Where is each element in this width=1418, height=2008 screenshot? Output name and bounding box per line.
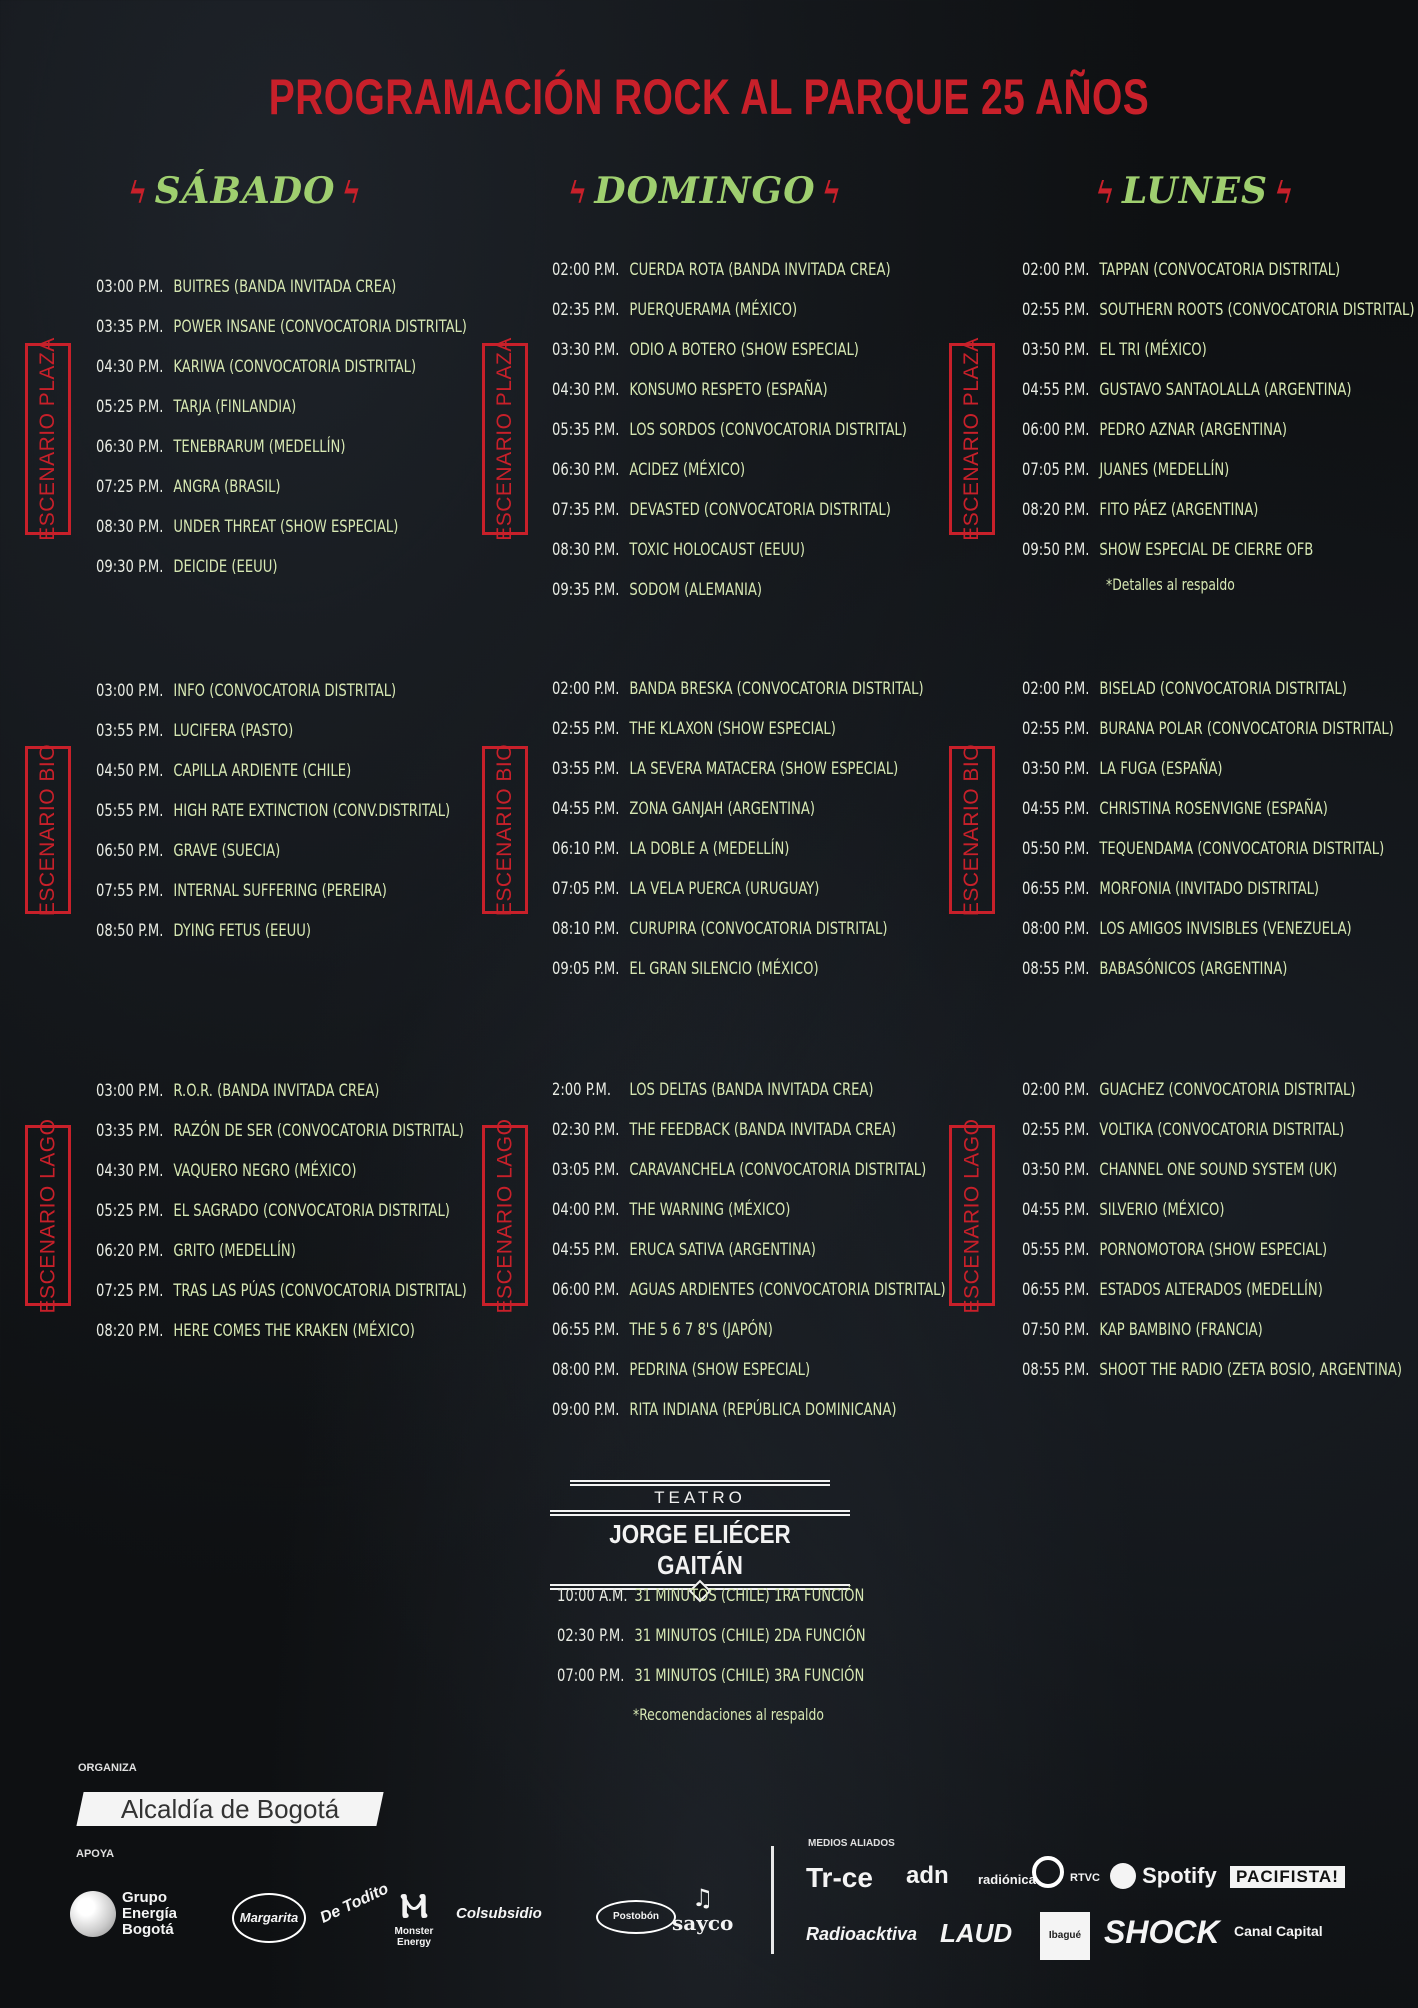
schedule-row xyxy=(552,1350,946,1390)
logo-shock: SHOCK xyxy=(1104,1914,1220,1950)
set-time: 07:35 P.M. xyxy=(552,500,620,520)
schedule-row xyxy=(552,530,907,570)
act-name: SILVERIO (MÉXICO) xyxy=(1099,1200,1225,1220)
act-name: LOS SORDOS (CONVOCATORIA DISTRITAL) xyxy=(629,420,907,440)
schedule-row xyxy=(1022,490,1414,530)
schedule-row xyxy=(96,427,467,467)
set-time: 08:20 P.M. xyxy=(1022,500,1090,520)
set-time: 08:30 P.M. xyxy=(96,517,164,537)
lyre-icon: ♫ xyxy=(691,1883,714,1912)
schedule-row xyxy=(1022,909,1394,949)
act-name: BUITRES (BANDA INVITADA CREA) xyxy=(173,277,397,297)
schedule-row xyxy=(1022,370,1414,410)
set-time: 2:00 P.M. xyxy=(552,1080,612,1100)
act-name: HIGH RATE EXTINCTION (CONV.DISTRITAL) xyxy=(173,801,451,821)
act-name: TARJA (FINLANDIA) xyxy=(173,397,297,417)
stage-label-lago-lunes: ESCENARIO LAGO xyxy=(949,1125,995,1306)
set-time: 06:30 P.M. xyxy=(552,460,620,480)
set-time: 06:00 P.M. xyxy=(1022,420,1090,440)
set-time: 05:25 P.M. xyxy=(96,397,164,417)
schedule-row xyxy=(552,570,907,610)
lightning-icon: ϟ xyxy=(127,176,149,211)
act-name: RITA INDIANA (REPÚBLICA DOMINICANA) xyxy=(629,1400,897,1420)
logo-laud: LAUD xyxy=(940,1918,1013,1948)
act-name: LA FUGA (ESPAÑA) xyxy=(1099,759,1223,779)
schedule-row xyxy=(557,1656,866,1696)
logo-trece: Tr-ce xyxy=(806,1862,873,1893)
teatro-note: *Recomendaciones al respaldo xyxy=(633,1705,824,1724)
schedule-row xyxy=(557,1576,866,1616)
act-name: SHOOT THE RADIO (ZETA BOSIO, ARGENTINA) xyxy=(1099,1360,1402,1380)
set-time: 07:25 P.M. xyxy=(96,477,164,497)
lightning-icon: ϟ xyxy=(341,176,363,211)
schedule-row xyxy=(552,1110,946,1150)
act-name: SODOM (ALEMANIA) xyxy=(629,580,763,600)
set-time: 08:20 P.M. xyxy=(96,1321,164,1341)
schedule-row xyxy=(1022,1150,1402,1190)
act-name: CURUPIRA (CONVOCATORIA DISTRITAL) xyxy=(629,919,888,939)
logo-adn: adn xyxy=(906,1862,949,1889)
schedule-row xyxy=(96,1191,467,1231)
set-time: 02:00 P.M. xyxy=(1022,260,1090,280)
set-time: 08:55 P.M. xyxy=(1022,959,1090,979)
stage-label-plaza-lunes: ESCENARIO PLAZA xyxy=(949,343,995,535)
set-time: 03:50 P.M. xyxy=(1022,1160,1090,1180)
set-time: 02:00 P.M. xyxy=(552,679,620,699)
set-time: 04:30 P.M. xyxy=(96,1161,164,1181)
schedule-row xyxy=(552,949,924,989)
act-name: SHOW ESPECIAL DE CIERRE OFB xyxy=(1099,540,1314,560)
schedule-sabado-lago xyxy=(96,1071,527,1351)
act-name: ANGRA (BRASIL) xyxy=(173,477,281,497)
logo-de-todito: De Todito xyxy=(317,1880,392,1927)
act-name: TAPPAN (CONVOCATORIA DISTRITAL) xyxy=(1099,260,1341,280)
act-name: PUERQUERAMA (MÉXICO) xyxy=(629,300,798,320)
lightning-icon: ϟ xyxy=(1095,176,1116,211)
act-name: BANDA BRESKA (CONVOCATORIA DISTRITAL) xyxy=(629,679,924,699)
set-time: 06:30 P.M. xyxy=(96,437,164,457)
act-name: CAPILLA ARDIENTE (CHILE) xyxy=(173,761,352,781)
act-name: THE WARNING (MÉXICO) xyxy=(629,1200,791,1220)
act-name: DYING FETUS (EEUU) xyxy=(173,921,312,941)
schedule-row xyxy=(1022,290,1414,330)
teatro-label-small: TEATRO xyxy=(654,1488,746,1507)
set-time: 03:55 P.M. xyxy=(552,759,620,779)
schedule-row xyxy=(1022,330,1414,370)
act-name: ODIO A BOTERO (SHOW ESPECIAL) xyxy=(629,340,859,360)
medios-label: MEDIOS ALIADOS xyxy=(808,1838,895,1849)
act-name: TENEBRARUM (MEDELLÍN) xyxy=(173,437,346,457)
logo-pacifista: PACIFISTA! xyxy=(1230,1866,1345,1888)
schedule-row xyxy=(1022,829,1394,869)
act-name: PEDRO AZNAR (ARGENTINA) xyxy=(1099,420,1288,440)
set-time: 07:55 P.M. xyxy=(96,881,164,901)
schedule-row xyxy=(96,1231,467,1271)
schedule-row xyxy=(1022,530,1414,570)
set-time: 02:00 P.M. xyxy=(1022,1080,1090,1100)
set-time: 06:50 P.M. xyxy=(96,841,164,861)
schedule-row xyxy=(96,347,467,387)
act-name: DEVASTED (CONVOCATORIA DISTRITAL) xyxy=(629,500,891,520)
schedule-row xyxy=(96,711,450,751)
schedule-row xyxy=(96,1271,467,1311)
schedule-row xyxy=(552,749,924,789)
schedule-domingo-lago xyxy=(552,1070,1010,1430)
schedule-row xyxy=(96,1311,467,1351)
act-name: EL GRAN SILENCIO (MÉXICO) xyxy=(629,959,819,979)
set-time: 05:50 P.M. xyxy=(1022,839,1090,859)
schedule-lunes-plaza xyxy=(1022,250,1418,570)
set-time: 02:30 P.M. xyxy=(557,1626,625,1646)
set-time: 06:00 P.M. xyxy=(552,1280,620,1300)
schedule-row xyxy=(96,871,450,911)
schedule-domingo-plaza xyxy=(552,250,965,610)
set-time: 03:05 P.M. xyxy=(552,1160,620,1180)
schedule-row xyxy=(552,410,907,450)
act-name: TEQUENDAMA (CONVOCATORIA DISTRITAL) xyxy=(1099,839,1385,859)
set-time: 03:30 P.M. xyxy=(552,340,620,360)
logo-monster: Ⲙ Monster Energy xyxy=(392,1886,436,1948)
set-time: 03:50 P.M. xyxy=(1022,759,1090,779)
act-name: BABASÓNICOS (ARGENTINA) xyxy=(1099,959,1288,979)
set-time: 06:55 P.M. xyxy=(1022,1280,1090,1300)
logo-radionica: radiónica xyxy=(978,1872,1036,1887)
schedule-row xyxy=(96,1111,467,1151)
schedule-row xyxy=(1022,1310,1402,1350)
set-time: 09:50 P.M. xyxy=(1022,540,1090,560)
stage-label-plaza-sabado: ESCENARIO PLAZA xyxy=(25,343,71,535)
monster-claw-icon: Ⲙ xyxy=(400,1887,428,1925)
schedule-lunes-bio xyxy=(1022,669,1418,989)
schedule-row xyxy=(1022,1070,1402,1110)
schedule-row xyxy=(552,909,924,949)
schedule-row xyxy=(96,387,467,427)
set-time: 05:55 P.M. xyxy=(96,801,164,821)
act-name: LA DOBLE A (MEDELLÍN) xyxy=(629,839,790,859)
logo-radioacktiva: Radioacktiva xyxy=(806,1924,918,1944)
schedule-sabado-plaza xyxy=(96,267,527,587)
schedule-row xyxy=(552,1230,946,1270)
set-time: 03:35 P.M. xyxy=(96,317,164,337)
logo-ibague: Ibagué xyxy=(1040,1912,1090,1960)
act-name: BURANA POLAR (CONVOCATORIA DISTRITAL) xyxy=(1099,719,1394,739)
schedule-row xyxy=(557,1616,866,1656)
act-name: FITO PÁEZ (ARGENTINA) xyxy=(1099,500,1259,520)
set-time: 04:55 P.M. xyxy=(1022,1200,1090,1220)
set-time: 04:30 P.M. xyxy=(552,380,620,400)
footer-divider xyxy=(771,1846,774,1954)
set-time: 09:00 P.M. xyxy=(552,1400,620,1420)
schedule-row xyxy=(552,1270,946,1310)
schedule-row xyxy=(1022,1350,1402,1390)
schedule-row xyxy=(552,709,924,749)
schedule-row xyxy=(96,671,450,711)
act-name: JUANES (MEDELLÍN) xyxy=(1099,460,1230,480)
set-time: 04:50 P.M. xyxy=(96,761,164,781)
act-name: LOS AMIGOS INVISIBLES (VENEZUELA) xyxy=(1099,919,1352,939)
logo-grupo-energia: Grupo Energía Bogotá xyxy=(70,1890,202,1938)
set-time: 02:55 P.M. xyxy=(1022,1120,1090,1140)
act-name: KAP BAMBINO (FRANCIA) xyxy=(1099,1320,1263,1340)
set-time: 07:50 P.M. xyxy=(1022,1320,1090,1340)
schedule-row xyxy=(96,267,467,307)
act-name: CHRISTINA ROSENVIGNE (ESPAÑA) xyxy=(1099,799,1328,819)
set-time: 07:00 P.M. xyxy=(557,1666,625,1686)
act-name: RAZÓN DE SER (CONVOCATORIA DISTRITAL) xyxy=(173,1121,464,1141)
stage-label-lago-domingo: ESCENARIO LAGO xyxy=(482,1125,528,1306)
schedule-row xyxy=(552,450,907,490)
schedule-row xyxy=(1022,709,1394,749)
schedule-teatro xyxy=(557,1576,916,1696)
logo-postobon: Postobón xyxy=(596,1900,676,1934)
act-name: PORNOMOTORA (SHOW ESPECIAL) xyxy=(1099,1240,1328,1260)
schedule-row xyxy=(96,1071,467,1111)
act-name: GUSTAVO SANTAOLALLA (ARGENTINA) xyxy=(1099,380,1352,400)
act-name: INTERNAL SUFFERING (PEREIRA) xyxy=(173,881,387,901)
lightning-icon: ϟ xyxy=(821,176,843,211)
act-name: LOS DELTAS (BANDA INVITADA CREA) xyxy=(629,1080,874,1100)
apoya-label: APOYA xyxy=(76,1848,115,1860)
schedule-row xyxy=(552,1310,946,1350)
act-name: ACIDEZ (MÉXICO) xyxy=(629,460,746,480)
set-time: 04:55 P.M. xyxy=(1022,799,1090,819)
act-name: R.O.R. (BANDA INVITADA CREA) xyxy=(173,1081,380,1101)
set-time: 04:00 P.M. xyxy=(552,1200,620,1220)
schedule-row xyxy=(552,829,924,869)
schedule-domingo-bio xyxy=(552,669,984,989)
schedule-row xyxy=(1022,1270,1402,1310)
set-time: 02:00 P.M. xyxy=(1022,679,1090,699)
set-time: 09:35 P.M. xyxy=(552,580,620,600)
set-time: 02:00 P.M. xyxy=(552,260,620,280)
schedule-sabado-bio xyxy=(96,671,508,951)
set-time: 09:05 P.M. xyxy=(552,959,620,979)
schedule-row xyxy=(1022,789,1394,829)
act-name: DEICIDE (EEUU) xyxy=(173,557,278,577)
schedule-row xyxy=(552,869,924,909)
act-name: POWER INSANE (CONVOCATORIA DISTRITAL) xyxy=(173,317,467,337)
set-time: 03:35 P.M. xyxy=(96,1121,164,1141)
logo-colsubsidio: Colsubsidio xyxy=(456,1905,542,1922)
spotify-icon xyxy=(1110,1863,1136,1889)
schedule-row xyxy=(552,789,924,829)
act-name: LUCIFERA (PASTO) xyxy=(173,721,294,741)
lightning-icon: ϟ xyxy=(1274,176,1295,211)
logo-sayco: ♫ sayco xyxy=(672,1883,734,1935)
logo-spotify: Spotify xyxy=(1110,1862,1217,1889)
set-time: 04:30 P.M. xyxy=(96,357,164,377)
schedule-row xyxy=(552,1150,946,1190)
set-time: 04:55 P.M. xyxy=(552,1240,620,1260)
set-time: 08:55 P.M. xyxy=(1022,1360,1090,1380)
act-name: THE FEEDBACK (BANDA INVITADA CREA) xyxy=(629,1120,897,1140)
act-name: LA SEVERA MATACERA (SHOW ESPECIAL) xyxy=(629,759,899,779)
set-time: 05:25 P.M. xyxy=(96,1201,164,1221)
set-time: 06:10 P.M. xyxy=(552,839,620,859)
schedule-row xyxy=(96,911,450,951)
act-name: TRAS LAS PÚAS (CONVOCATORIA DISTRITAL) xyxy=(173,1281,467,1301)
set-time: 04:55 P.M. xyxy=(552,799,620,819)
schedule-row xyxy=(1022,749,1394,789)
stage-label-bio-domingo: ESCENARIO BIO xyxy=(482,746,528,914)
schedule-row xyxy=(96,831,450,871)
act-name: 31 MINUTOS (CHILE) 2DA FUNCIÓN xyxy=(634,1626,866,1646)
lunes-plaza-note: *Detalles al respaldo xyxy=(1106,575,1235,594)
teatro-label-big: JORGE ELIÉCER GAITÁN xyxy=(609,1519,791,1580)
set-time: 08:00 P.M. xyxy=(552,1360,620,1380)
set-time: 05:55 P.M. xyxy=(1022,1240,1090,1260)
logo-canal-capital: Canal Capital xyxy=(1234,1923,1323,1939)
alcaldia-text: Alcaldía de Bogotá xyxy=(120,1793,340,1824)
set-time: 07:05 P.M. xyxy=(1022,460,1090,480)
schedule-row xyxy=(1022,669,1394,709)
radionica-icon xyxy=(1032,1856,1064,1888)
set-time: 02:55 P.M. xyxy=(1022,300,1090,320)
act-name: THE 5 6 7 8'S (JAPÓN) xyxy=(629,1320,773,1340)
page-title: PROGRAMACIÓN ROCK AL PARQUE 25 AÑOS xyxy=(268,69,1150,125)
set-time: 05:35 P.M. xyxy=(552,420,620,440)
schedule-row xyxy=(96,467,467,507)
act-name: THE KLAXON (SHOW ESPECIAL) xyxy=(629,719,836,739)
schedule-row xyxy=(552,330,907,370)
set-time: 08:10 P.M. xyxy=(552,919,620,939)
schedule-row xyxy=(1022,1230,1402,1270)
set-time: 08:30 P.M. xyxy=(552,540,620,560)
set-time: 02:55 P.M. xyxy=(1022,719,1090,739)
day-heading-lunes: ϟ LUNES ϟ xyxy=(1095,170,1295,212)
schedule-row xyxy=(96,547,467,587)
act-name: CHANNEL ONE SOUND SYSTEM (UK) xyxy=(1099,1160,1338,1180)
act-name: BISELAD (CONVOCATORIA DISTRITAL) xyxy=(1099,679,1347,699)
set-time: 07:25 P.M. xyxy=(96,1281,164,1301)
act-name: INFO (CONVOCATORIA DISTRITAL) xyxy=(173,681,397,701)
schedule-row xyxy=(96,751,450,791)
alcaldia-logo xyxy=(76,1792,383,1826)
set-time: 03:00 P.M. xyxy=(96,681,164,701)
schedule-row xyxy=(96,507,467,547)
act-name: ESTADOS ALTERADOS (MEDELLÍN) xyxy=(1099,1280,1323,1300)
schedule-row xyxy=(552,490,907,530)
set-time: 04:55 P.M. xyxy=(1022,380,1090,400)
schedule-row xyxy=(552,290,907,330)
act-name: KONSUMO RESPETO (ESPAÑA) xyxy=(629,380,828,400)
act-name: KARIWA (CONVOCATORIA DISTRITAL) xyxy=(173,357,417,377)
set-time: 06:55 P.M. xyxy=(1022,879,1090,899)
schedule-row xyxy=(552,1070,946,1110)
act-name: TOXIC HOLOCAUST (EEUU) xyxy=(629,540,806,560)
schedule-row xyxy=(1022,450,1414,490)
schedule-row xyxy=(96,1151,467,1191)
set-time: 03:55 P.M. xyxy=(96,721,164,741)
set-time: 07:05 P.M. xyxy=(552,879,620,899)
act-name: 31 MINUTOS (CHILE) 1RA FUNCIÓN xyxy=(634,1586,865,1606)
act-name: VOLTIKA (CONVOCATORIA DISTRITAL) xyxy=(1099,1120,1345,1140)
schedule-row xyxy=(1022,1190,1402,1230)
energy-icon xyxy=(70,1891,116,1937)
logo-margarita: Margarita xyxy=(232,1893,306,1943)
stage-label-bio-lunes: ESCENARIO BIO xyxy=(949,746,995,914)
act-name: VAQUERO NEGRO (MÉXICO) xyxy=(173,1161,357,1181)
act-name: LA VELA PUERCA (URUGUAY) xyxy=(629,879,820,899)
schedule-row xyxy=(552,250,907,290)
act-name: CUERDA ROTA (BANDA INVITADA CREA) xyxy=(629,260,891,280)
set-time: 06:20 P.M. xyxy=(96,1241,164,1261)
act-name: GUACHEZ (CONVOCATORIA DISTRITAL) xyxy=(1099,1080,1356,1100)
stage-label-lago-sabado: ESCENARIO LAGO xyxy=(25,1125,71,1306)
act-name: EL TRI (MÉXICO) xyxy=(1099,340,1207,360)
set-time: 09:30 P.M. xyxy=(96,557,164,577)
act-name: HERE COMES THE KRAKEN (MÉXICO) xyxy=(173,1321,415,1341)
set-time: 03:00 P.M. xyxy=(96,1081,164,1101)
act-name: GRAVE (SUECIA) xyxy=(173,841,281,861)
stage-label-bio-sabado: ESCENARIO BIO xyxy=(25,746,71,914)
schedule-row xyxy=(552,669,924,709)
set-time: 02:35 P.M. xyxy=(552,300,620,320)
day-heading-sabado: ϟ SÁBADO ϟ xyxy=(127,170,363,212)
set-time: 03:00 P.M. xyxy=(96,277,164,297)
logo-rtvc: RTVC xyxy=(1070,1872,1100,1884)
act-name: EL SAGRADO (CONVOCATORIA DISTRITAL) xyxy=(173,1201,450,1221)
day-heading-domingo: ϟ DOMINGO ϟ xyxy=(567,170,843,212)
schedule-lunes-lago xyxy=(1022,1070,1418,1390)
set-time: 02:55 P.M. xyxy=(552,719,620,739)
lightning-icon: ϟ xyxy=(567,176,589,211)
schedule-row xyxy=(96,307,467,347)
set-time: 02:30 P.M. xyxy=(552,1120,620,1140)
schedule-row xyxy=(1022,949,1394,989)
schedule-row xyxy=(552,1390,946,1430)
set-time: 08:00 P.M. xyxy=(1022,919,1090,939)
schedule-row xyxy=(1022,869,1394,909)
act-name: UNDER THREAT (SHOW ESPECIAL) xyxy=(173,517,399,537)
set-time: 06:55 P.M. xyxy=(552,1320,620,1340)
stage-label-plaza-domingo: ESCENARIO PLAZA xyxy=(482,343,528,535)
act-name: PEDRINA (SHOW ESPECIAL) xyxy=(629,1360,811,1380)
schedule-row xyxy=(1022,250,1414,290)
set-time: 10:00 A.M. xyxy=(557,1586,628,1606)
schedule-row xyxy=(552,1190,946,1230)
set-time: 08:50 P.M. xyxy=(96,921,164,941)
schedule-row xyxy=(552,370,907,410)
act-name: ERUCA SATIVA (ARGENTINA) xyxy=(629,1240,816,1260)
set-time: 03:50 P.M. xyxy=(1022,340,1090,360)
act-name: CARAVANCHELA (CONVOCATORIA DISTRITAL) xyxy=(629,1160,927,1180)
act-name: AGUAS ARDIENTES (CONVOCATORIA DISTRITAL) xyxy=(629,1280,946,1300)
act-name: MORFONIA (INVITADO DISTRITAL) xyxy=(1099,879,1320,899)
organiza-label: ORGANIZA xyxy=(78,1762,137,1774)
schedule-row xyxy=(1022,410,1414,450)
act-name: GRITO (MEDELLÍN) xyxy=(173,1241,296,1261)
act-name: 31 MINUTOS (CHILE) 3RA FUNCIÓN xyxy=(634,1666,865,1686)
schedule-row xyxy=(1022,1110,1402,1150)
schedule-row xyxy=(96,791,450,831)
act-name: SOUTHERN ROOTS (CONVOCATORIA DISTRITAL) xyxy=(1099,300,1415,320)
act-name: ZONA GANJAH (ARGENTINA) xyxy=(629,799,815,819)
